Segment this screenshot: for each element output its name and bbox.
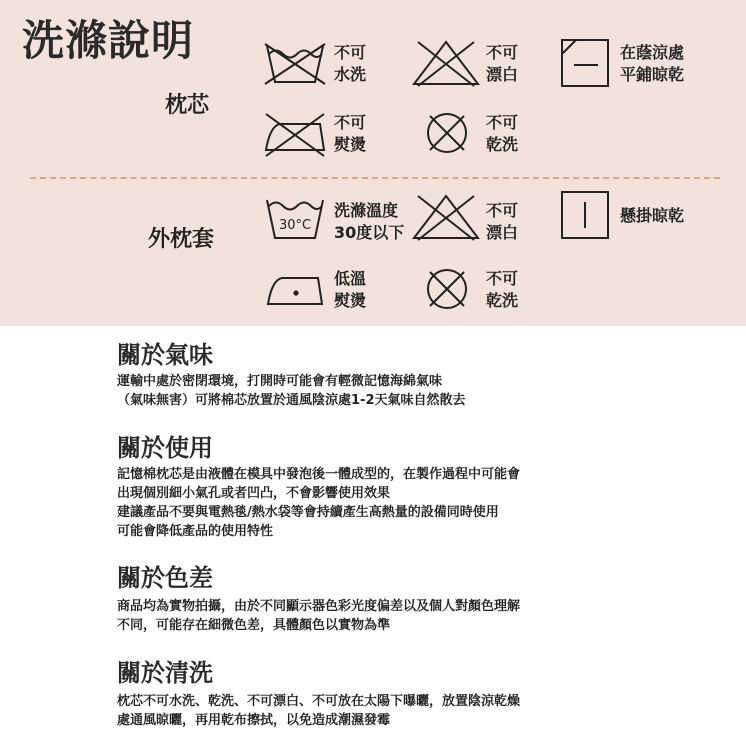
iron-low-text: 低溫 熨燙 — [334, 269, 367, 310]
section-heading-cleaning: 關於清洗 — [117, 659, 213, 687]
wash-30-text: 洗滌溫度 30度以下 — [334, 201, 405, 242]
no-dry-clean-icon — [424, 266, 470, 312]
section-body-color: 商品均為實物拍攝，由於不同顯示器色彩光度偏差以及個人對顏色理解 不同，可能存在細微色差，具體顏色以實物為準 — [117, 599, 521, 633]
line-dry-text: 懸掛晾乾 — [620, 206, 685, 225]
line-dry-icon — [560, 190, 610, 240]
no-dry-clean-text: 不可 乾洗 — [486, 113, 519, 154]
wash-temp-label: 30°C — [278, 218, 312, 233]
no-dry-clean-icon — [424, 110, 470, 156]
no-bleach-icon — [410, 38, 482, 88]
section-heading-usage: 關於使用 — [117, 434, 213, 462]
section-heading-odor: 關於氣味 — [117, 341, 213, 369]
no-wash-text: 不可 水洗 — [334, 43, 367, 84]
no-wash-icon — [263, 40, 327, 86]
iron-low-icon — [264, 270, 326, 310]
section-heading-color: 關於色差 — [117, 564, 213, 592]
page-title: 洗滌說明 — [22, 16, 195, 65]
dry-flat-shade-icon — [560, 38, 610, 88]
pillow-core-label: 枕芯 — [165, 93, 210, 118]
no-iron-text: 不可 熨燙 — [334, 113, 367, 154]
no-iron-icon — [262, 110, 328, 158]
no-bleach-text: 不可 漂白 — [486, 43, 519, 84]
section-body-usage: 記憶棉枕芯是由液體在模具中發泡後一體成型的，在製作過程中可能會 出現個別細小氣孔或者凹凸，不會影響使用效果 建議產品不要與電熱毯/熱水袋等會持續產生高熱量的設備同時使用 可能會降低產品的使用特性 — [117, 467, 521, 539]
section-body-odor: 運輸中處於密閉環境，打開時可能會有輕微記憶海綿氣味 （氣味無害）可將棉芯放置於通風陰涼處1-2天氣味自然散去 — [117, 374, 466, 408]
section-divider — [30, 177, 720, 179]
dry-flat-shade-text: 在蔭涼處 平鋪晾乾 — [620, 43, 685, 84]
wash-30-icon — [263, 194, 327, 242]
no-bleach-text: 不可 漂白 — [486, 201, 519, 242]
no-dry-clean-text: 不可 乾洗 — [486, 269, 519, 310]
section-body-cleaning: 枕芯不可水洗、乾洗、不可漂白、不可放在太陽下曝曬，放置陰涼乾燥 處通風晾曬，再用乾布擦拭，以免造成潮濕發霉 — [117, 694, 521, 728]
no-bleach-icon — [410, 192, 482, 242]
pillow-cover-label: 外枕套 — [148, 227, 215, 252]
